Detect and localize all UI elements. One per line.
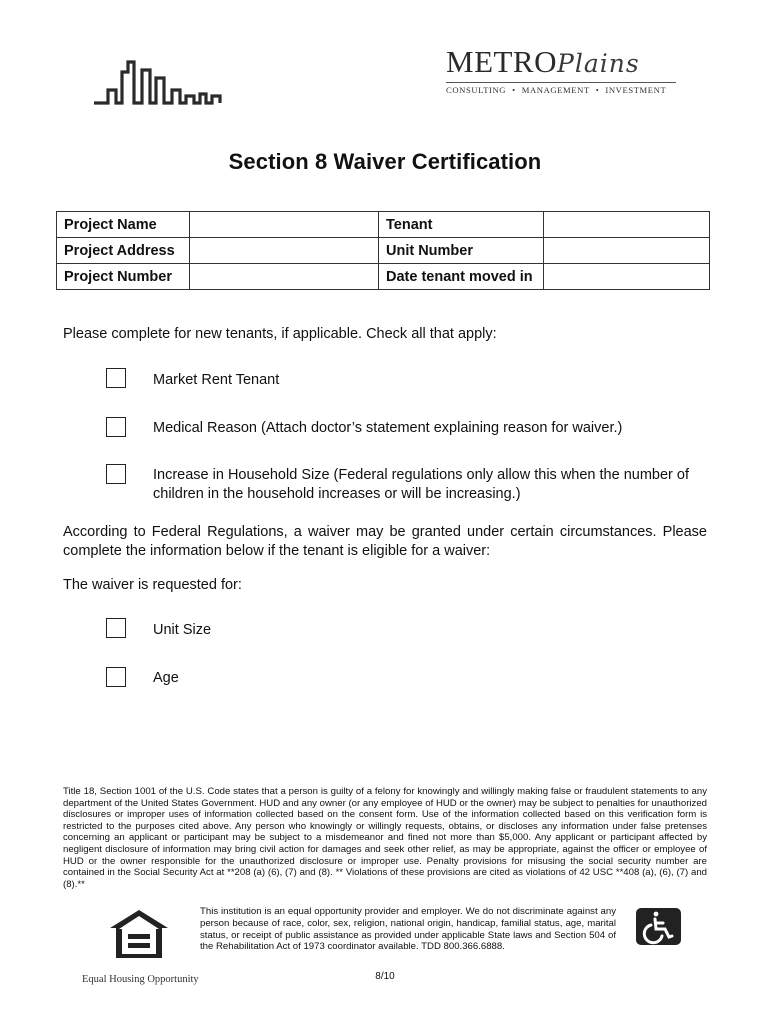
market-rent-checkbox[interactable] <box>106 368 126 388</box>
table-row <box>57 264 710 290</box>
regulation-text: According to Federal Regulations, a waiver may be granted under certain circumstances. Please complete the information below if the tenant is eligible for a waiver: <box>63 524 707 559</box>
brand-script: Plains <box>557 49 640 78</box>
unit-number-field[interactable] <box>544 238 710 264</box>
project-name-field[interactable] <box>190 212 379 238</box>
equal-opportunity-statement: This institution is an equal opportunity provider and employer. We do not discriminate against any person because of race, color, sex, religion, national origin, handicap, familial status, age, marital status, or receipt of public assistance as provided under applicable State laws and Section 504 of the Rehabilitation Act of 1973 coordinator available. TDD 800.366.6888. <box>200 906 616 953</box>
table-row <box>57 212 710 238</box>
medical-reason-label: Medical Reason (Attach doctor’s statement explaining reason for waiver.) <box>153 420 623 436</box>
unit-number-label: Unit Number <box>379 238 544 264</box>
brand-logo <box>446 44 678 95</box>
unit-size-checkbox[interactable] <box>106 618 126 638</box>
page-number: 8/10 <box>375 971 395 982</box>
equal-housing-label: Equal Housing Opportunity <box>82 974 199 985</box>
legal-notice: Title 18, Section 1001 of the U.S. Code states that a person is guilty of a felony for knowingly and willingly making false or fraudulent statements to any department of the United States Government. HUD and any owner (or any employee of HUD or the owner) may be subject to penalties for unauthorized disclosures or improper uses of information collected based on the consent form. Use of the information collected based on this verification form is restricted to the purposes cited above. Any person who knowingly or willingly requests, obtains, or discloses any information under false pretenses concerning an applicant or participant may be subject to a misdemeanor and fined not more than $5,000. Any applicant or participant affected by negligent disclosure of information may bring civil action for damages and seek other relief, as may be appropriate, against the officer or employee of HUD or the owner responsible for the unauthorized disclosure or improper use. Penalty provisions for misusing the social security number are contained in the Social Security Act at **208 (a) (6), (7) and (8). ** Violations of these provisions are cited as violations of 42 USC **408 (a), (6), (7) and (8).** <box>63 786 707 890</box>
equal-housing-house-icon <box>110 910 168 958</box>
tenant-label: Tenant <box>379 212 544 238</box>
project-name-label: Project Name <box>57 212 190 238</box>
waiver-prompt: The waiver is requested for: <box>63 577 242 593</box>
table-row <box>57 238 710 264</box>
household-size-checkbox[interactable] <box>106 464 126 484</box>
instructions-text: Please complete for new tenants, if applicable. Check all that apply: <box>63 326 497 342</box>
date-moved-in-field[interactable] <box>544 264 710 290</box>
brand-divider <box>446 82 676 83</box>
unit-size-label: Unit Size <box>153 622 212 638</box>
medical-reason-checkbox[interactable] <box>106 417 126 437</box>
tenant-field[interactable] <box>544 212 710 238</box>
city-skyline-icon <box>94 56 234 108</box>
market-rent-label: Market Rent Tenant <box>153 372 280 388</box>
household-size-label: Increase in Household Size (Federal regulations only allow this when the number of children in the household increases or will be increasing.) <box>153 467 689 502</box>
project-info-table <box>56 211 710 290</box>
age-checkbox[interactable] <box>106 667 126 687</box>
age-label: Age <box>153 670 179 686</box>
brand-name: METROPlains <box>446 44 640 79</box>
project-number-label: Project Number <box>57 264 190 290</box>
wheelchair-icon <box>636 908 681 945</box>
date-moved-in-label: Date tenant moved in <box>379 264 544 290</box>
project-address-label: Project Address <box>57 238 190 264</box>
page-title: Section 8 Waiver Certification <box>228 149 542 174</box>
project-number-field[interactable] <box>190 264 379 290</box>
brand-tagline: CONSULTING • MANAGEMENT • INVESTMENT <box>446 85 667 95</box>
project-address-field[interactable] <box>190 238 379 264</box>
